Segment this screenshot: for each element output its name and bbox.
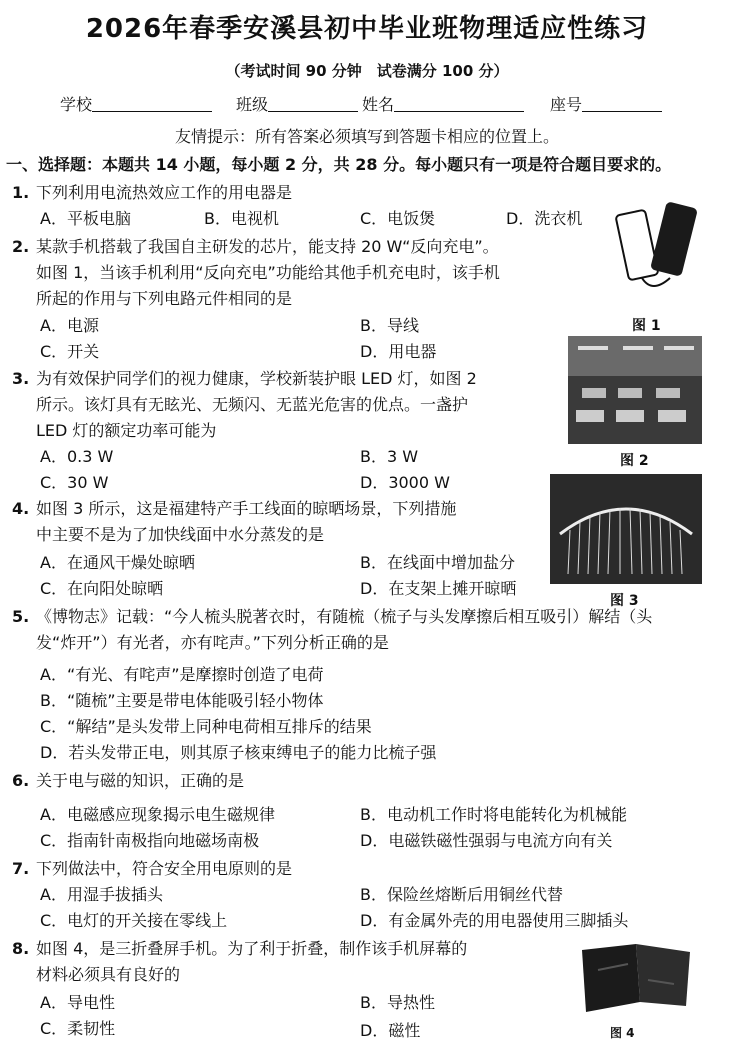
option: D．在支架上摊开晾晒 [360, 579, 517, 598]
option: C．在向阳处晾晒 [40, 579, 164, 598]
option: C．开关 [40, 342, 100, 361]
question-number: 1. [12, 183, 30, 202]
tip-text: 友情提示：所有答案必须填写到答题卡相应的位置上。 [174, 127, 559, 146]
question-text: 下列做法中，符合安全用电原则的是 [36, 859, 293, 878]
option: B．导线 [360, 316, 419, 335]
question-number: 8. [12, 939, 30, 958]
field-label: 座号 [550, 95, 583, 114]
figure-2-label: 图 2 [620, 453, 649, 469]
question-number: 3. [12, 369, 30, 388]
option: B．导热性 [360, 993, 435, 1012]
figure-4-label: 图 4 [610, 1026, 635, 1040]
question-text: 某款手机搭载了我国自主研发的芯片，能支持 20 W“反向充电”。 [36, 237, 499, 256]
question-text: 如图 4，是三折叠屏手机。为了利于折叠，制作该手机屏幕的 [36, 939, 468, 958]
question-6 [12, 768, 244, 791]
option: D．用电器 [360, 342, 437, 361]
option: D．磁性 [360, 1021, 421, 1040]
question-5 [12, 604, 652, 627]
field-school [60, 92, 212, 115]
question-text: 发“炸开”）有光者，亦有咤声。”下列分析正确的是 [36, 633, 389, 652]
option: D．若头发带正电，则其原子核束缚电子的能力比梳子强 [40, 743, 437, 762]
figure-1-label: 图 1 [632, 318, 661, 334]
option: C．30 W [40, 473, 109, 492]
exam-subtitle: （考试时间 90 分钟 试卷满分 100 分） [225, 62, 509, 80]
question-number: 6. [12, 771, 30, 790]
figure-4-foldable-phone [578, 940, 698, 1020]
option: B．在线面中增加盐分 [360, 553, 515, 572]
option: C．柔韧性 [40, 1019, 116, 1038]
seat-blank [582, 97, 662, 112]
school-blank [92, 97, 212, 112]
option: D．3000 W [360, 473, 450, 492]
option: B．电动机工作时将电能转化为机械能 [360, 805, 627, 824]
figure-2-classroom [568, 336, 702, 444]
option: D．有金属外壳的用电器使用三脚插头 [360, 911, 629, 930]
question-text: 《博物志》记载：“今人梳头脱著衣时，有随梳（梳子与头发摩擦后相互吸引）解结（头 [36, 607, 653, 626]
question-3 [12, 366, 477, 389]
option: B．保险丝熔断后用铜丝代替 [360, 885, 563, 904]
question-number: 5. [12, 607, 30, 626]
figure-3-label: 图 3 [610, 593, 639, 609]
exam-title: 2026年春季安溪县初中毕业班物理适应性练习 [85, 14, 649, 44]
option: A．0.3 W [40, 447, 114, 466]
question-text: 如图 3 所示，这是福建特产手工线面的晾晒场景，下列措施 [36, 499, 457, 518]
name-blank [394, 97, 524, 112]
question-text: 所示。该灯具有无眩光、无频闪、无蓝光危害的优点。一盏护 [36, 395, 469, 414]
option: D．电磁铁磁性强弱与电流方向有关 [360, 831, 613, 850]
question-number: 2. [12, 237, 30, 256]
option: C．指南针南极指向地磁场南极 [40, 831, 260, 850]
option: C．电灯的开关接在零线上 [40, 911, 228, 930]
section-heading: 一、选择题：本题共 14 小题，每小题 2 分，共 28 分。每小题只有一项是符合题目要求的。 [6, 155, 672, 174]
figure-1-phones [612, 198, 704, 302]
field-seat [550, 92, 662, 115]
option: A．“有光、有咤声”是摩擦时创造了电荷 [40, 665, 324, 684]
option: A．导电性 [40, 993, 115, 1012]
option: A．电磁感应现象揭示电生磁规律 [40, 805, 275, 824]
field-label: 学校 [60, 95, 93, 114]
option: D．洗衣机 [506, 209, 583, 228]
option: A．平板电脑 [40, 209, 131, 228]
question-text: 关于电与磁的知识，正确的是 [36, 771, 245, 790]
option: A．在通风干燥处晾晒 [40, 553, 195, 572]
class-blank [268, 97, 358, 112]
field-label: 班级 [236, 95, 269, 114]
figure-3-noodles [550, 474, 702, 584]
question-2 [12, 234, 499, 257]
question-7 [12, 856, 292, 879]
question-text: 如图 1，当该手机利用“反向充电”功能给其他手机充电时，该手机 [36, 263, 500, 282]
question-8 [12, 936, 467, 959]
question-4 [12, 496, 456, 519]
question-text: 为有效保护同学们的视力健康，学校新装护眼 LED 灯，如图 2 [36, 369, 477, 388]
question-text: LED 灯的额定功率可能为 [36, 421, 217, 440]
question-1 [12, 180, 292, 203]
question-text: 下列利用电流热效应工作的用电器是 [36, 183, 293, 202]
field-name [362, 92, 524, 115]
option: A．电源 [40, 316, 99, 335]
question-text: 材料必须具有良好的 [36, 965, 181, 984]
question-text: 所起的作用与下列电路元件相同的是 [36, 289, 293, 308]
field-label: 姓名 [362, 95, 395, 114]
question-number: 4. [12, 499, 30, 518]
field-class [236, 92, 358, 115]
option: A．用湿手拔插头 [40, 885, 163, 904]
option: C．电饭煲 [360, 209, 436, 228]
option: B．“随梳”主要是带电体能吸引轻小物体 [40, 691, 324, 710]
option: B．3 W [360, 447, 419, 466]
option: B．电视机 [204, 209, 279, 228]
option: C．“解结”是头发带上同种电荷相互排斥的结果 [40, 717, 372, 736]
question-number: 7. [12, 859, 30, 878]
question-text: 中主要不是为了加快线面中水分蒸发的是 [36, 525, 325, 544]
